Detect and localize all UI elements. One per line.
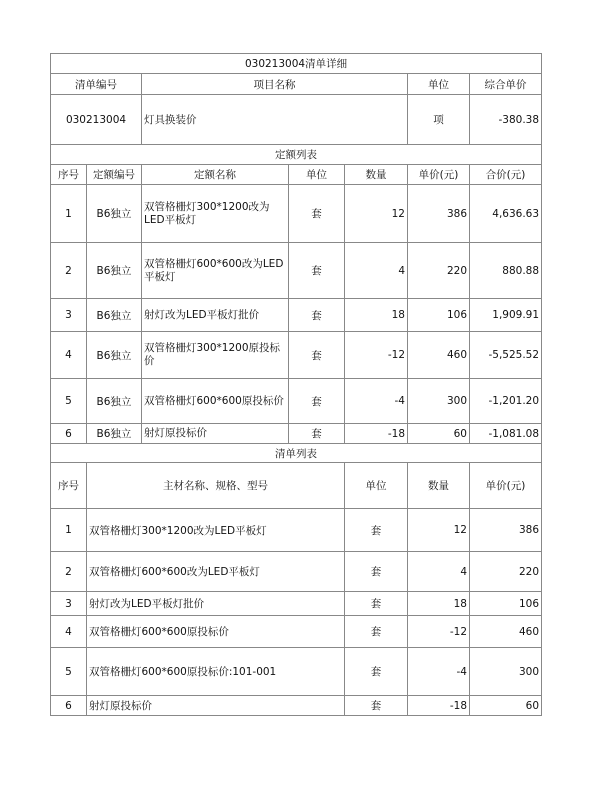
list-seq: 2 <box>51 552 87 592</box>
quota-qty: 18 <box>345 299 408 332</box>
quota-unit-price: 220 <box>408 243 470 299</box>
list-unit: 套 <box>345 648 408 696</box>
quota-seq: 5 <box>51 379 87 424</box>
summary-header-price: 综合单价 <box>470 74 542 95</box>
quota-unit: 套 <box>289 185 345 243</box>
list-row <box>51 509 542 552</box>
list-unit-price: 60 <box>470 696 542 716</box>
quota-code: B6独立 <box>87 299 142 332</box>
summary-code: 030213004 <box>51 95 142 145</box>
list-name: 双管格栅灯300*1200改为LED平板灯 <box>87 509 345 552</box>
list-name: 射灯改为LED平板灯批价 <box>87 592 345 616</box>
quota-code: B6独立 <box>87 379 142 424</box>
list-row <box>51 592 542 616</box>
quota-header-qty: 数量 <box>345 165 408 185</box>
summary-header-unit: 单位 <box>408 74 470 95</box>
quota-total: -5,525.52 <box>470 332 542 379</box>
quota-name: 双管格栅灯600*600原投标价 <box>142 379 289 424</box>
list-unit: 套 <box>345 552 408 592</box>
quota-name: 双管格栅灯300*1200改为LED平板灯 <box>142 185 289 243</box>
list-seq: 3 <box>51 592 87 616</box>
quota-row <box>51 299 542 332</box>
quota-unit-price: 106 <box>408 299 470 332</box>
list-qty: -18 <box>408 696 470 716</box>
summary-header-code: 清单编号 <box>51 74 142 95</box>
quota-section-title: 定额列表 <box>51 145 542 165</box>
list-unit: 套 <box>345 616 408 648</box>
list-name: 双管格栅灯600*600原投标价:101-001 <box>87 648 345 696</box>
list-qty: -4 <box>408 648 470 696</box>
list-qty: -12 <box>408 616 470 648</box>
summary-header-row <box>51 74 542 95</box>
list-header-seq: 序号 <box>51 463 87 509</box>
quota-total: -1,081.08 <box>470 424 542 444</box>
quota-row <box>51 379 542 424</box>
list-row <box>51 696 542 716</box>
quota-seq: 1 <box>51 185 87 243</box>
quota-total: -1,201.20 <box>470 379 542 424</box>
list-unit: 套 <box>345 592 408 616</box>
title-row <box>51 54 542 74</box>
quota-code: B6独立 <box>87 185 142 243</box>
quota-row <box>51 332 542 379</box>
sheet-title: 030213004清单详细 <box>51 54 542 74</box>
quota-code: B6独立 <box>87 243 142 299</box>
list-unit-price: 220 <box>470 552 542 592</box>
list-seq: 1 <box>51 509 87 552</box>
list-row <box>51 648 542 696</box>
quota-qty: -18 <box>345 424 408 444</box>
quota-unit-price: 60 <box>408 424 470 444</box>
quota-qty: 12 <box>345 185 408 243</box>
quota-seq: 6 <box>51 424 87 444</box>
quota-unit-price: 460 <box>408 332 470 379</box>
quota-seq: 4 <box>51 332 87 379</box>
list-qty: 12 <box>408 509 470 552</box>
quota-unit: 套 <box>289 243 345 299</box>
quota-row <box>51 185 542 243</box>
list-row <box>51 616 542 648</box>
quota-seq: 3 <box>51 299 87 332</box>
quota-unit-price: 386 <box>408 185 470 243</box>
quota-header-seq: 序号 <box>51 165 87 185</box>
list-section-row <box>51 444 542 463</box>
list-header-unit: 单位 <box>345 463 408 509</box>
quota-header-row <box>51 165 542 185</box>
list-seq: 4 <box>51 616 87 648</box>
quota-total: 1,909.91 <box>470 299 542 332</box>
list-header-row <box>51 463 542 509</box>
list-unit-price: 460 <box>470 616 542 648</box>
bill-detail-table <box>50 53 542 716</box>
quota-name: 双管格栅灯300*1200原投标价 <box>142 332 289 379</box>
list-name: 双管格栅灯600*600改为LED平板灯 <box>87 552 345 592</box>
quota-name: 射灯原投标价 <box>142 424 289 444</box>
quota-qty: -4 <box>345 379 408 424</box>
summary-name: 灯具换装价 <box>142 95 408 145</box>
quota-header-name: 定额名称 <box>142 165 289 185</box>
summary-price: -380.38 <box>470 95 542 145</box>
quota-header-unit-price: 单价(元) <box>408 165 470 185</box>
list-name: 射灯原投标价 <box>87 696 345 716</box>
list-qty: 18 <box>408 592 470 616</box>
quota-code: B6独立 <box>87 424 142 444</box>
quota-qty: -12 <box>345 332 408 379</box>
quota-header-total: 合价(元) <box>470 165 542 185</box>
list-section-title: 清单列表 <box>51 444 542 463</box>
list-row <box>51 552 542 592</box>
quota-unit: 套 <box>289 299 345 332</box>
quota-unit: 套 <box>289 379 345 424</box>
quota-unit: 套 <box>289 424 345 444</box>
quota-unit: 套 <box>289 332 345 379</box>
quota-row <box>51 424 542 444</box>
list-header-name: 主材名称、规格、型号 <box>87 463 345 509</box>
list-header-qty: 数量 <box>408 463 470 509</box>
quota-row <box>51 243 542 299</box>
quota-header-unit: 单位 <box>289 165 345 185</box>
summary-row <box>51 95 542 145</box>
quota-code: B6独立 <box>87 332 142 379</box>
quota-total: 880.88 <box>470 243 542 299</box>
list-seq: 5 <box>51 648 87 696</box>
list-unit-price: 106 <box>470 592 542 616</box>
quota-name: 射灯改为LED平板灯批价 <box>142 299 289 332</box>
quota-name: 双管格栅灯600*600改为LED平板灯 <box>142 243 289 299</box>
list-header-unit-price: 单价(元) <box>470 463 542 509</box>
list-qty: 4 <box>408 552 470 592</box>
quota-unit-price: 300 <box>408 379 470 424</box>
quota-header-code: 定额编号 <box>87 165 142 185</box>
list-name: 双管格栅灯600*600原投标价 <box>87 616 345 648</box>
list-seq: 6 <box>51 696 87 716</box>
quota-qty: 4 <box>345 243 408 299</box>
list-unit-price: 300 <box>470 648 542 696</box>
quota-total: 4,636.63 <box>470 185 542 243</box>
list-unit: 套 <box>345 696 408 716</box>
quota-section-row <box>51 145 542 165</box>
summary-unit: 项 <box>408 95 470 145</box>
summary-header-name: 项目名称 <box>142 74 408 95</box>
list-unit: 套 <box>345 509 408 552</box>
list-unit-price: 386 <box>470 509 542 552</box>
quota-seq: 2 <box>51 243 87 299</box>
